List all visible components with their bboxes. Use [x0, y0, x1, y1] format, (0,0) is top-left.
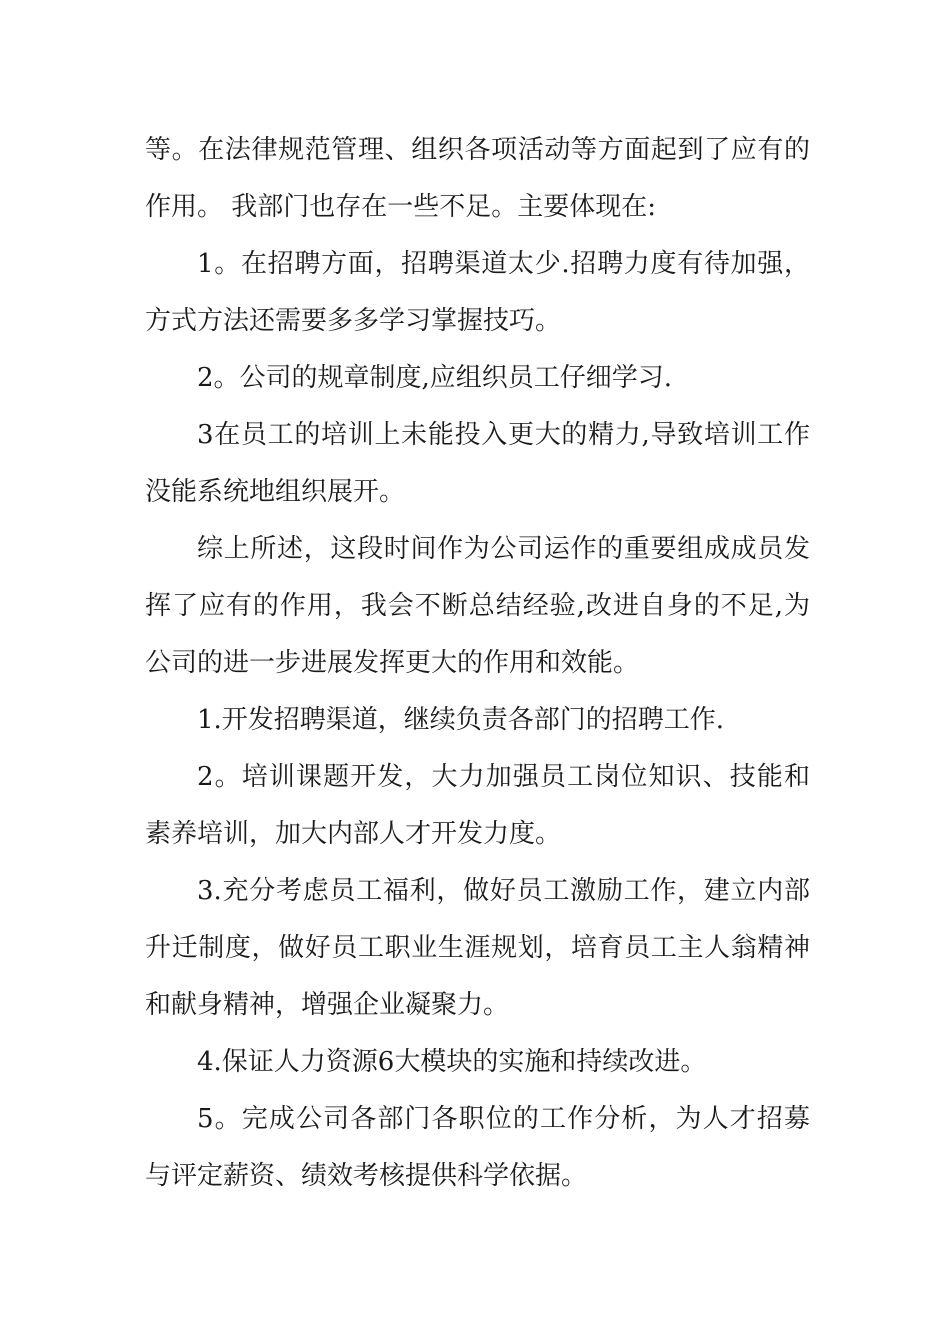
paragraph-plan-hr-modules: 4.保证人力资源6大模块的实施和持续改进。: [197, 1047, 707, 1077]
paragraph-recruitment-issue: 1。在招聘方面，招聘渠道太少.招聘力度有待加强，方式方法还需要多多学习掌握技巧。: [145, 249, 810, 336]
paragraph-plan-welfare: 3.充分考虑员工福利，做好员工激励工作，建立内部升迁制度，做好员工职业生涯规划，培育员工主人翁精神和献身精神，增强企业凝聚力。: [145, 876, 810, 1020]
document-body: [145, 122, 810, 1205]
paragraph-plan-job-analysis: 5。完成公司各部门各职位的工作分析，为人才招募与评定薪资、绩效考核提供科学依据。: [145, 1104, 810, 1191]
paragraph-continuation: 等。在法律规范管理、组织各项活动等方面起到了应有的作用。 我部门也存在一些不足。主要体现在:: [145, 135, 810, 222]
paragraph-plan-recruitment: 1.开发招聘渠道，继续负责各部门的招聘工作.: [197, 705, 725, 735]
paragraph-summary: 综上所述，这段时间作为公司运作的重要组成成员发挥了应有的作用，我会不断总结经验,改进自身的不足,为公司的进一步进展发挥更大的作用和效能。: [145, 534, 810, 678]
paragraph-rules-issue: 2。公司的规章制度,应组织员工仔细学习.: [197, 363, 673, 393]
paragraph-training-issue: 3在员工的培训上未能投入更大的精力,导致培训工作没能系统地组织展开。: [145, 420, 810, 507]
paragraph-plan-training: 2。培训课题开发，大力加强员工岗位知识、技能和素养培训，加大内部人才开发力度。: [145, 762, 810, 849]
